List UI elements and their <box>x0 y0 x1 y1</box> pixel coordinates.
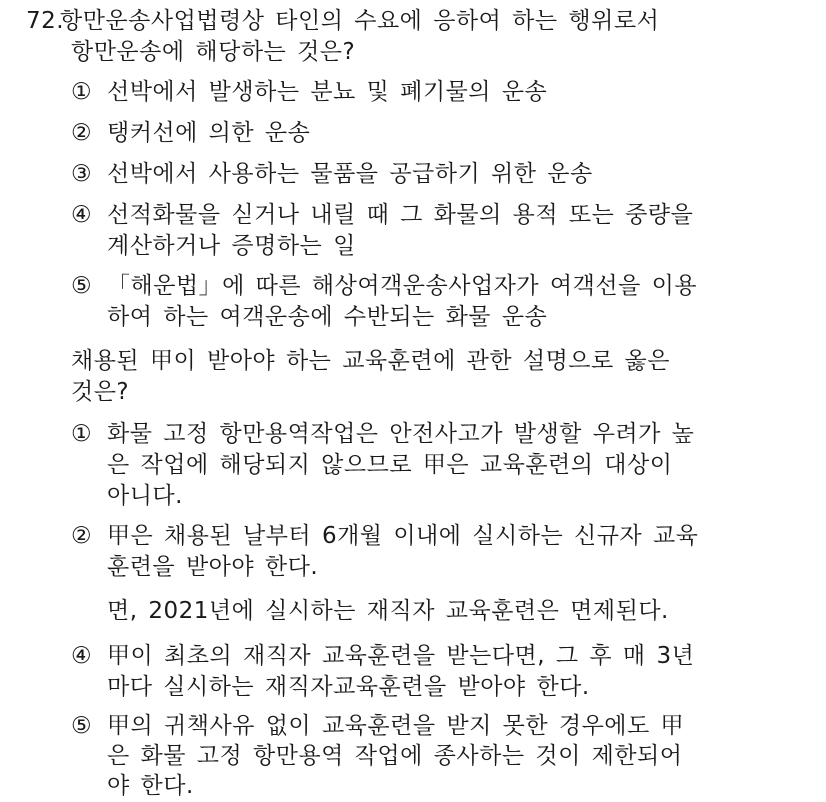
question-2-stem-line-1: 채용된 甲이 받아야 하는 교육훈련에 관한 설명으로 옳은 <box>71 348 670 374</box>
q2-option-5[interactable]: ⑤ 甲의 귀책사유 없이 교육훈련을 받지 못한 경우에도 甲 <box>71 713 685 739</box>
question-2-stem-line-2: 것은? <box>71 379 130 405</box>
q2-option-4-line-2: 마다 실시하는 재직자교육훈련을 받아야 한다. <box>107 674 590 700</box>
q2-option-2-line-2: 훈련을 받아야 한다. <box>107 554 319 580</box>
q72-option-5[interactable]: ⑤ 「해운법」에 따른 해상여객운송사업자가 여객선을 이용 <box>71 273 698 299</box>
q2-option-1[interactable]: ① 화물 고정 항만용역작업은 안전사고가 발생할 우려가 높 <box>71 421 695 447</box>
q72-option-4[interactable]: ④ 선적화물을 싣거나 내릴 때 그 화물의 용적 또는 중량을 <box>71 202 694 228</box>
q72-option-2[interactable]: ② 탱커선에 의한 운송 <box>71 120 311 146</box>
q72-option-5-line-2: 하여 하는 여객운송에 수반되는 화물 운송 <box>107 304 548 330</box>
q2-option-2[interactable]: ② 甲은 채용된 날부터 6개월 이내에 실시하는 신규자 교육 <box>71 523 699 549</box>
q72-option-1[interactable]: ① 선박에서 발생하는 분뇨 및 폐기물의 운송 <box>71 79 548 105</box>
q2-option-5-line-3: 야 한다. <box>107 773 194 799</box>
question-number: 72. <box>26 8 65 34</box>
q2-option-3-fragment: 면, 2021년에 실시하는 재직자 교육훈련은 면제된다. <box>107 598 669 624</box>
question-72-stem-line-1: 72.항만운송사업법령상 타인의 수요에 응하여 하는 행위로서 <box>26 5 659 37</box>
q72-option-3[interactable]: ③ 선박에서 사용하는 물품을 공급하기 위한 운송 <box>71 161 593 187</box>
question-72-stem-line-2: 항만운송에 해당하는 것은? <box>71 39 356 65</box>
q2-option-1-line-2: 은 작업에 해당되지 않으므로 甲은 교육훈련의 대상이 <box>107 452 673 478</box>
q2-option-1-line-3: 아니다. <box>107 483 183 509</box>
q72-option-4-line-2: 계산하거나 증명하는 일 <box>107 233 356 259</box>
q2-option-5-line-2: 은 화물 고정 항만용역 작업에 종사하는 것이 제한되어 <box>107 743 683 769</box>
q2-option-4[interactable]: ④ 甲이 최초의 재직자 교육훈련을 받는다면, 그 후 매 3년 <box>71 643 695 669</box>
